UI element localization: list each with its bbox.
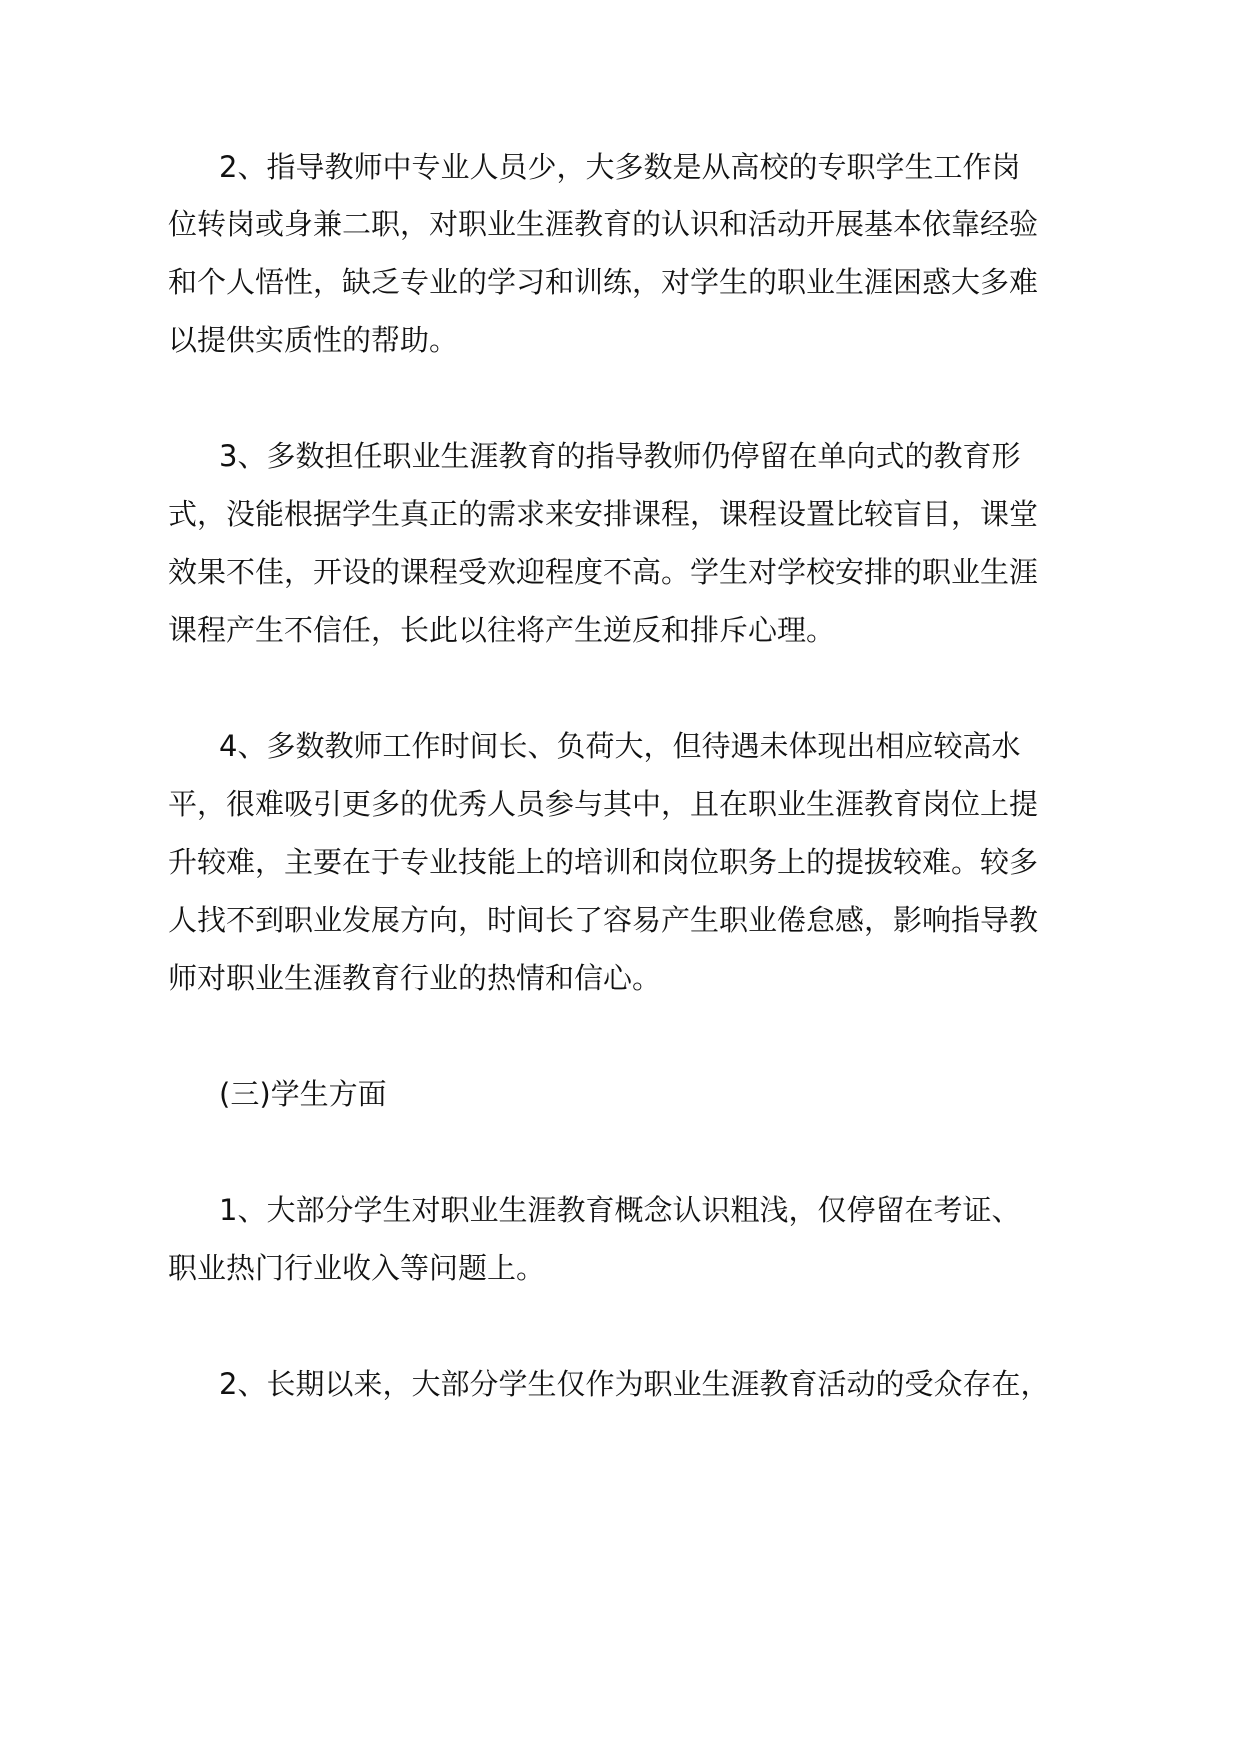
text-line: 2、指导教师中专业人员少，大多数是从高校的专职学生工作岗 [219,150,1021,184]
text-line: 4、多数教师工作时间长、负荷大，但待遇未体现出相应较高水 [219,729,1021,763]
text-line: 2、长期以来，大部分学生仅作为职业生涯教育活动的受众存在， [219,1367,1050,1401]
text-line: 课程产生不信任，长此以往将产生逆反和排斥心理。 [168,613,836,647]
text-line: 职业热门行业收入等问题上。 [168,1251,546,1285]
text-line: 和个人悟性，缺乏专业的学习和训练，对学生的职业生涯困惑大多难 [168,265,1039,299]
text-line: 1、大部分学生对职业生涯教育概念认识粗浅，仅停留在考证、 [219,1193,1021,1227]
text-line: 以提供实质性的帮助。 [168,323,459,357]
section-heading: (三)学生方面 [219,1077,387,1111]
text-line: 平，很难吸引更多的优秀人员参与其中，且在职业生涯教育岗位上提 [168,787,1039,821]
text-line: 人找不到职业发展方向，时间长了容易产生职业倦怠感，影响指导教 [168,903,1039,937]
text-line: 式，没能根据学生真正的需求来安排课程，课程设置比较盲目，课堂 [168,497,1039,531]
text-line: 升较难，主要在于专业技能上的培训和岗位职务上的提拔较难。较多 [168,845,1039,879]
text-line: 3、多数担任职业生涯教育的指导教师仍停留在单向式的教育形 [219,439,1021,473]
text-line: 位转岗或身兼二职，对职业生涯教育的认识和活动开展基本依靠经验 [168,207,1039,241]
text-line: 效果不佳，开设的课程受欢迎程度不高。学生对学校安排的职业生涯 [168,555,1039,589]
text-line: 师对职业生涯教育行业的热情和信心。 [168,961,662,995]
